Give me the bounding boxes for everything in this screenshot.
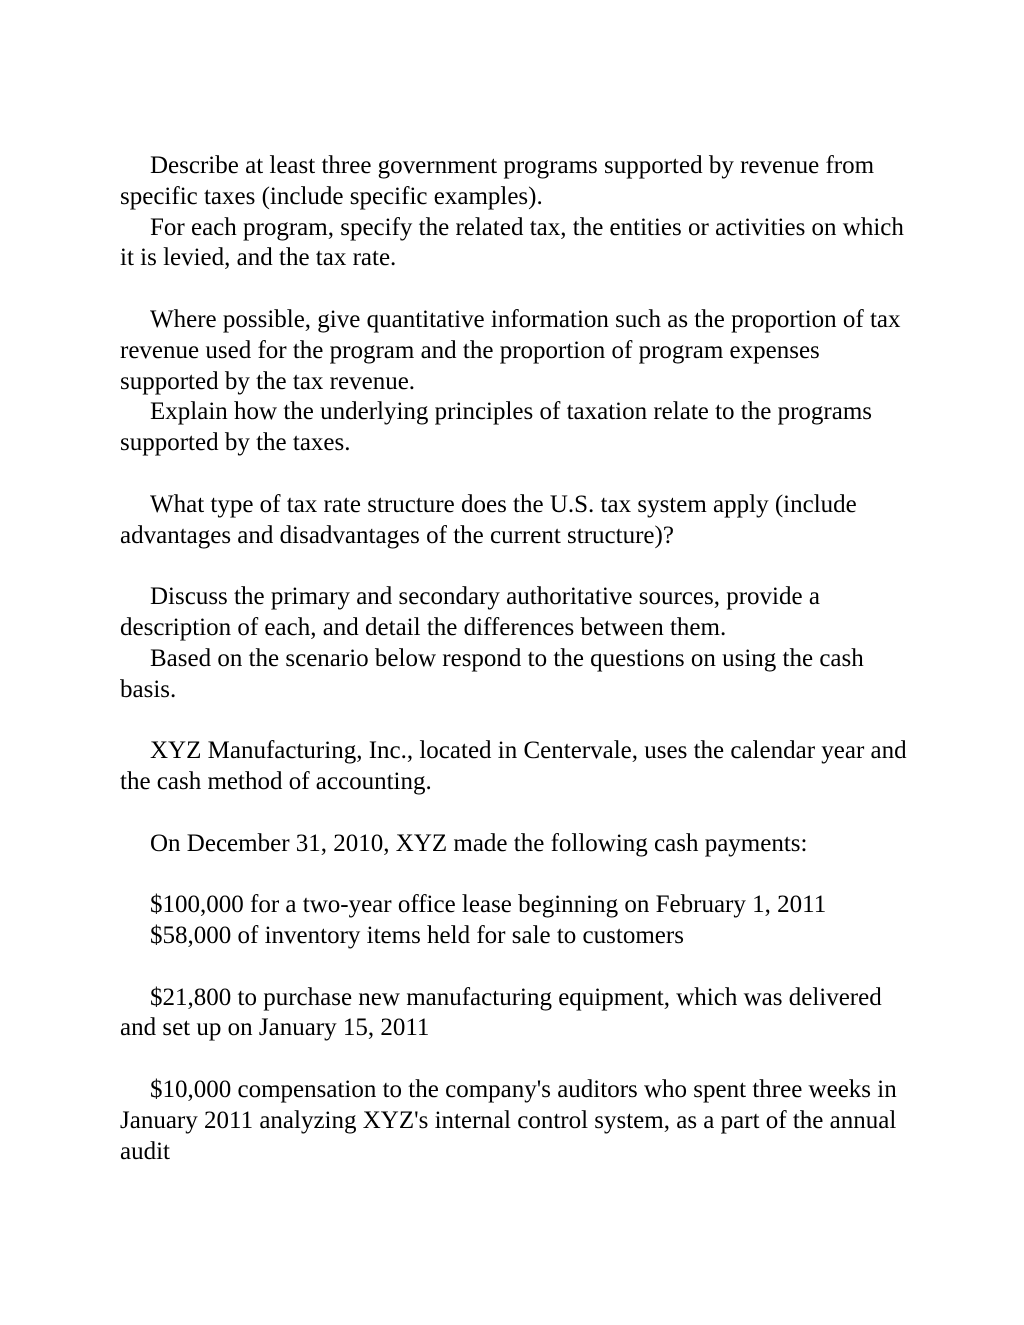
paragraph-company-description: XYZ Manufacturing, Inc., located in Centervale, uses the calendar year and the cash method of accounting.: [120, 737, 907, 795]
paragraph-spacer: [120, 952, 910, 983]
paragraph-spacer: [120, 1044, 910, 1075]
paragraph-taxation-principles: Explain how the underlying principles of taxation relate to the programs supported by the taxes.: [120, 398, 873, 457]
paragraph-spacer: [120, 551, 910, 582]
paragraph-spacer: [120, 274, 910, 305]
document-page: [120, 151, 910, 1167]
paragraph-programs-question: Describe at least three government programs supported by revenue from specific taxes (include specific examples).: [120, 152, 875, 210]
paragraph-quantitative-info: Where possible, give quantitative information such as the proportion of tax revenue used for the program and the proportion of program expenses supported by the tax revenue.: [120, 305, 901, 395]
paragraph-spacer: [120, 859, 910, 890]
paragraph-spacer: [120, 705, 910, 736]
paragraph-tax-rate-structure: What type of tax rate structure does the U.S. tax system apply (include advantages and disadvantages of the current structure)?: [120, 490, 857, 549]
paragraph-program-details: For each program, specify the related tax, the entities or activities on which it is levied, and the tax rate.: [120, 213, 904, 272]
payment-item-equipment: $21,800 to purchase new manufacturing equipment, which was delivered and set up on January 15, 2011: [120, 983, 882, 1042]
paragraph-spacer: [120, 459, 910, 490]
payment-item-lease: $100,000 for a two-year office lease beginning on February 1, 2011: [150, 891, 827, 919]
paragraph-authoritative-sources: Discuss the primary and secondary authoritative sources, provide a description of each, and detail the differences between them.: [120, 583, 820, 641]
payment-item-auditors: $10,000 compensation to the company's auditors who spent three weeks in January 2011 analyzing XYZ's internal control system, as a part of the annual audit: [120, 1075, 897, 1165]
paragraph-spacer: [120, 798, 910, 829]
paragraph-scenario-intro: Based on the scenario below respond to the questions on using the cash basis.: [120, 644, 864, 703]
paragraph-payments-intro: On December 31, 2010, XYZ made the following cash payments:: [150, 829, 808, 857]
payment-item-inventory: $58,000 of inventory items held for sale to customers: [150, 921, 684, 949]
